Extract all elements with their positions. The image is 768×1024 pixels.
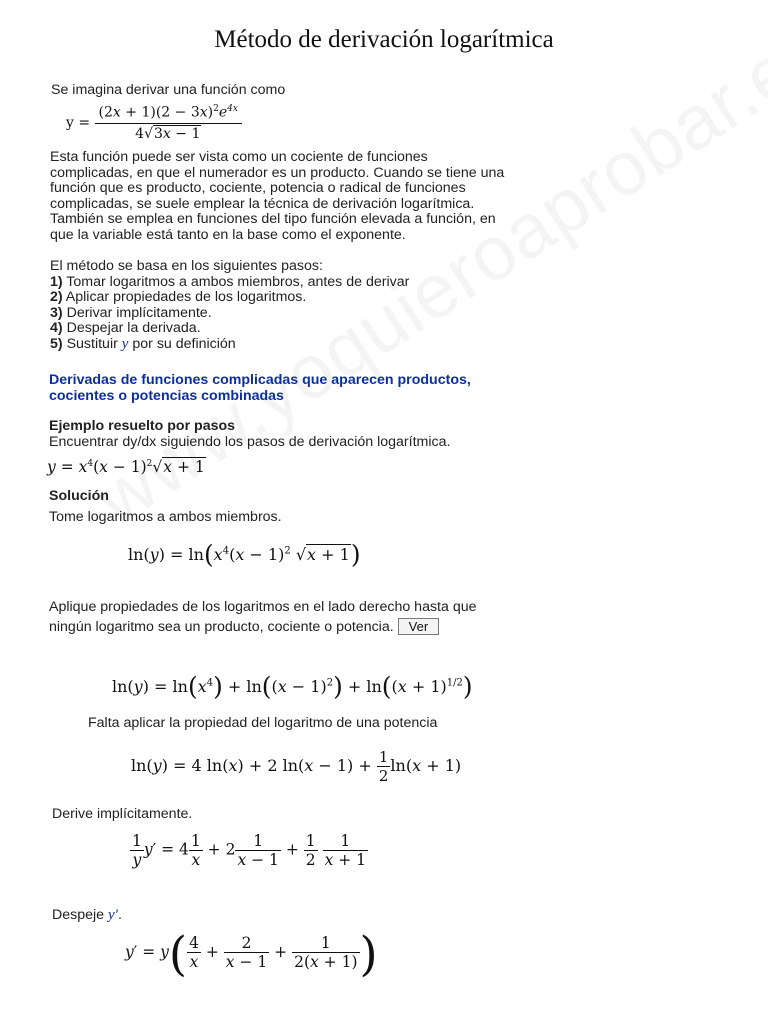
step-text-power: Falta aplicar la propiedad del logaritmo de una potencia — [88, 715, 438, 731]
step-item: 4) Despejar la derivada. — [50, 320, 201, 337]
formula-implicit: $\frac{1}{y}$ y′ = 4 $\frac{1}{x}$ + 2 $\frac{1}{x - 1}$ + $\frac{1}{2}$ $\frac{1}{x + 1}$ — [132, 832, 367, 869]
section-heading-line: Derivadas de funciones complicadas que aparecen productos, — [49, 372, 471, 388]
solution-label: Solución — [49, 488, 109, 504]
formula-example: $y = x^4(x - 1)^2√x + 1$ — [47, 458, 205, 476]
example-task: Encuentrar dy/dx siguiendo los pasos de derivación logarítmica. — [49, 434, 451, 450]
step-item: 3) Derivar implícitamente. — [50, 304, 212, 321]
section-heading — [49, 373, 471, 404]
intro-paragraph-line: complicadas, se suele emplear la técnica de derivación logarítmica. — [50, 195, 475, 212]
intro-paragraph-line: complicadas, en que el numerador es un producto. Cuando se tiene una — [50, 164, 505, 181]
intro-paragraph-line: que la variable está tanto en la base como el exponente. — [50, 226, 406, 243]
intro-paragraph — [50, 150, 504, 244]
formula-ln-final: ln(y) = 4 ln(x) + 2 ln(x − 1) + $\frac{1}{2}$ ln(x + 1) — [131, 748, 462, 785]
step-item: 1) Tomar logaritmos a ambos miembros, antes de derivar — [50, 273, 410, 290]
formula-result: y′ = y( $\frac{4}{x}$ + $\frac{2}{x - 1}$ + $\frac{1}{2(x + 1)}$ ) — [125, 927, 378, 981]
step-text-solve: Despeje y′. — [52, 907, 122, 923]
intro-paragraph-line: función que es producto, cociente, potencia o radical de funciones — [50, 180, 466, 197]
step-item: 2) Aplicar propiedades de los logaritmos. — [50, 289, 307, 306]
step-text-derive: Derive implícitamente. — [52, 806, 193, 822]
formula-ln-both: $\ln(y) = \ln(x^4(x - 1)^2$ √x + 1) — [128, 540, 361, 569]
formula-quotient: y = $\frac{(2x + 1)(2 - 3x)^2e^{4x}}{4√3x - 1}$ — [66, 104, 242, 142]
formula-ln-expanded: $\ln(y) = \ln(x^4) + \ln((x - 1)^2) + \ln((x + 1)^{1/2})$ — [112, 672, 473, 701]
section-heading-line: cocientes o potencias combinadas — [49, 387, 284, 404]
intro-paragraph-line: Esta función puede ser vista como un cociente de funciones — [50, 149, 428, 165]
step-item: 5) Sustituir y por su definición — [50, 335, 236, 352]
page-title: Método de derivación logarítmica — [214, 26, 554, 53]
step-text-properties-2: ningún logaritmo sea un producto, cociente o potencia. Ver — [49, 618, 439, 636]
ver-button[interactable]: Ver — [398, 618, 440, 635]
example-heading: Ejemplo resuelto por pasos — [49, 418, 236, 434]
step-text-properties: Aplique propiedades de los logaritmos en el lado derecho hasta que — [49, 599, 477, 615]
steps-intro: El método se basa en los siguientes pasos: — [50, 258, 323, 274]
intro-paragraph-line: También se emplea en funciones del tipo función elevada a función, en — [50, 211, 496, 228]
intro-line: Se imagina derivar una función como — [51, 82, 286, 98]
steps-list — [50, 259, 409, 353]
step-text-logs: Tome logaritmos a ambos miembros. — [49, 509, 282, 525]
